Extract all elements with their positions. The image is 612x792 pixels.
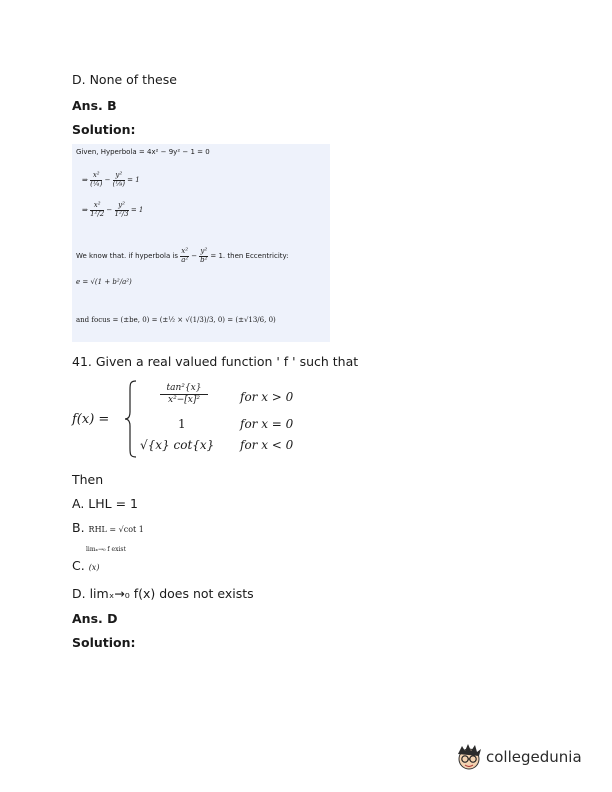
case2-value: 1: [178, 417, 186, 431]
option-a: A. LHL = 1: [72, 496, 138, 511]
solution-box: [72, 144, 330, 342]
solution-step2: ⇒ $\frac{\text{x²}}{\text{1²/2}}$ − $\frac{\text{y²}}{\text{1²/3}}$ = 1: [82, 201, 144, 218]
case3-value: √{x} cot{x}: [140, 438, 215, 452]
prev-answer: Ans. B: [72, 98, 117, 113]
fx-label: f(x) =: [72, 412, 110, 427]
solution-step1: ⇒ $\frac{\text{x²}}{\text{(¼)}}$ − $\frac{\text{y²}}{\text{(⅑)}}$ = 1: [82, 171, 140, 188]
piecewise-brace: [124, 380, 138, 458]
case1-value: tan²{x} x²−[x]²: [160, 383, 208, 405]
then-label: Then: [72, 472, 104, 487]
question-41-text: 41. Given a real valued function ' f ' such that: [72, 354, 359, 369]
case1-condition: for x > 0: [240, 390, 294, 404]
prev-option-d: D. None of these: [72, 72, 177, 87]
option-d: D. limₓ→₀ f(x) does not exists: [72, 586, 254, 601]
answer: Ans. D: [72, 611, 118, 626]
option-c: C. (x): [72, 558, 100, 573]
solution-focus: and focus = (±be, 0) = (±½ × √(1/3)/3, 0) = (±√13/6, 0): [76, 316, 276, 324]
solution-label: Solution:: [72, 635, 136, 650]
case2-condition: for x = 0: [240, 417, 294, 431]
brand-logo: [454, 742, 582, 772]
solution-given: Given, Hyperbola = 4x² − 9y² − 1 = 0: [76, 148, 210, 156]
option-c-limit: limₓ→₀ f exist: [86, 546, 126, 553]
prev-solution-label: Solution:: [72, 122, 136, 137]
case3-condition: for x < 0: [240, 438, 294, 452]
solution-know: We know that. if hyperbola is $\frac{\text{x²}}{\text{a²}}$ − $\frac{\text{y²}}{\text{b²}}$ = 1. then Eccentricity:: [76, 247, 289, 264]
solution-eccentricity: e = √(1 + b²/a²): [76, 278, 132, 286]
option-b: B. RHL = √cot 1: [72, 520, 144, 535]
brand-name: collegedunia: [486, 748, 582, 766]
mascot-icon: [454, 742, 484, 772]
